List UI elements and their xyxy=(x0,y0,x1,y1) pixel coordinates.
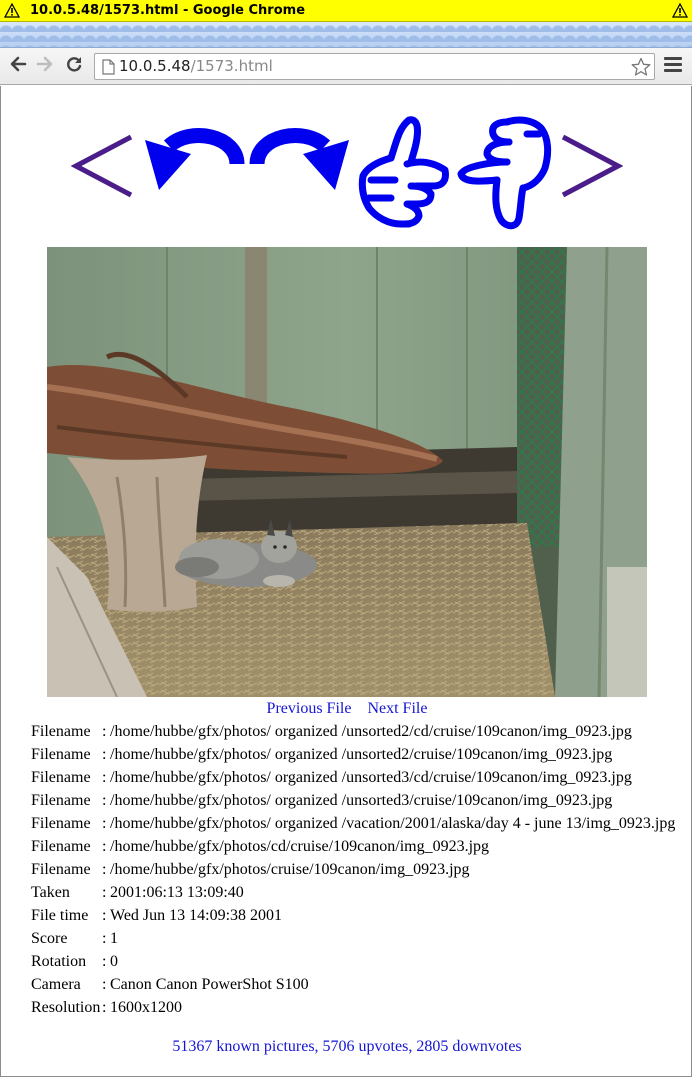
page-content xyxy=(0,86,692,1077)
address-bar[interactable] xyxy=(94,53,655,80)
file-links xyxy=(1,699,692,718)
vote-stats: 51367 known pictures, 5706 upvotes, 2805 downvotes xyxy=(172,1038,522,1055)
next-file-link[interactable]: Next File xyxy=(367,700,428,717)
lynx-enclosure-photo xyxy=(47,247,647,697)
metadata-label: Filename xyxy=(31,861,91,878)
metadata-colon: : xyxy=(102,746,107,763)
menu-bar xyxy=(664,63,682,66)
metadata-value: 2001:06:13 13:09:40 xyxy=(110,884,244,901)
metadata-colon: : xyxy=(102,953,107,970)
metadata-colon: : xyxy=(102,976,107,993)
metadata-value: /home/hubbe/gfx/photos/ organized /vacation/2001/alaska/day 4 - june 13/img_0923.jpg xyxy=(110,815,676,832)
photo xyxy=(47,247,647,697)
metadata-row xyxy=(31,766,675,789)
metadata-colon: : xyxy=(102,723,107,740)
metadata-label: Score xyxy=(31,930,68,947)
thumbs-down-icon[interactable] xyxy=(457,114,555,232)
url-path: /1573.html xyxy=(190,57,273,75)
metadata-value: /home/hubbe/gfx/photos/ organized /unsorted2/cd/cruise/109canon/img_0923.jpg xyxy=(110,723,632,740)
metadata-colon: : xyxy=(102,907,107,924)
metadata-colon: : xyxy=(102,999,107,1016)
menu-bar xyxy=(664,57,682,60)
previous-file-link[interactable]: Previous File xyxy=(266,700,352,717)
metadata-label: Filename xyxy=(31,723,91,740)
metadata-colon: : xyxy=(102,769,107,786)
thumbs-up-icon[interactable] xyxy=(357,114,451,230)
metadata-label: Filename xyxy=(31,769,91,786)
metadata-row xyxy=(31,858,675,881)
bookmark-star-icon[interactable] xyxy=(630,56,652,78)
metadata-value: /home/hubbe/gfx/photos/ organized /unsorted2/cruise/109canon/img_0923.jpg xyxy=(110,746,613,763)
photo-navigation xyxy=(1,110,692,234)
warning-icon xyxy=(672,3,688,18)
metadata-label: Resolution xyxy=(31,999,101,1016)
metadata-colon: : xyxy=(102,884,107,901)
metadata-label: Filename xyxy=(31,746,91,763)
tab-strip xyxy=(0,22,692,48)
metadata-row xyxy=(31,789,675,812)
metadata-value: /home/hubbe/gfx/photos/ organized /unsorted3/cd/cruise/109canon/img_0923.jpg xyxy=(110,769,632,786)
url-text[interactable] xyxy=(119,54,619,79)
metadata-colon: : xyxy=(102,861,107,878)
metadata-value: Wed Jun 13 14:09:38 2001 xyxy=(110,907,283,924)
metadata-row xyxy=(31,743,675,766)
metadata-row xyxy=(31,973,675,996)
metadata-label: Filename xyxy=(31,815,91,832)
menu-bar xyxy=(664,69,682,72)
window-title-bar xyxy=(0,0,692,22)
metadata-row xyxy=(31,720,675,743)
metadata-row xyxy=(31,835,675,858)
metadata-colon: : xyxy=(102,815,107,832)
previous-arrow-icon[interactable] xyxy=(71,134,135,198)
reload-button[interactable] xyxy=(62,55,86,77)
window-title: 10.0.5.48/1573.html - Google Chrome xyxy=(30,3,306,18)
next-arrow-icon[interactable] xyxy=(559,134,623,198)
rotate-left-icon[interactable] xyxy=(141,122,245,198)
metadata-label: File time xyxy=(31,907,89,924)
metadata-value: /home/hubbe/gfx/photos/cd/cruise/109canon/img_0923.jpg xyxy=(110,838,490,855)
forward-button[interactable] xyxy=(33,55,57,77)
metadata-row xyxy=(31,927,675,950)
metadata-value: 0 xyxy=(110,953,118,970)
reload-icon xyxy=(65,55,83,73)
metadata-value: Canon Canon PowerShot S100 xyxy=(110,976,309,993)
metadata-value: /home/hubbe/gfx/photos/cruise/109canon/img_0923.jpg xyxy=(110,861,470,878)
url-host: 10.0.5.48 xyxy=(119,57,191,75)
rotate-right-icon[interactable] xyxy=(249,122,353,198)
metadata-row xyxy=(31,904,675,927)
browser-toolbar xyxy=(0,48,692,85)
metadata-label: Rotation xyxy=(31,953,87,970)
metadata-colon: : xyxy=(102,930,107,947)
metadata-label: Filename xyxy=(31,838,91,855)
metadata-colon: : xyxy=(102,838,107,855)
metadata-label: Taken xyxy=(31,884,70,901)
chrome-menu-button[interactable] xyxy=(664,57,682,75)
metadata-row xyxy=(31,812,675,835)
metadata-row xyxy=(31,996,675,1019)
back-button[interactable] xyxy=(6,55,30,77)
back-arrow-icon xyxy=(9,55,27,73)
metadata-colon: : xyxy=(102,792,107,809)
metadata-label: Camera xyxy=(31,976,81,993)
metadata-value: 1600x1200 xyxy=(110,999,182,1016)
metadata-label: Filename xyxy=(31,792,91,809)
forward-arrow-icon xyxy=(36,55,54,73)
metadata-value: /home/hubbe/gfx/photos/ organized /unsorted3/cruise/109canon/img_0923.jpg xyxy=(110,792,613,809)
metadata-row xyxy=(31,950,675,973)
metadata-row xyxy=(31,881,675,904)
metadata-value: 1 xyxy=(110,930,118,947)
page-icon xyxy=(102,59,115,75)
warning-icon xyxy=(4,3,20,18)
photo-metadata xyxy=(31,720,675,1019)
